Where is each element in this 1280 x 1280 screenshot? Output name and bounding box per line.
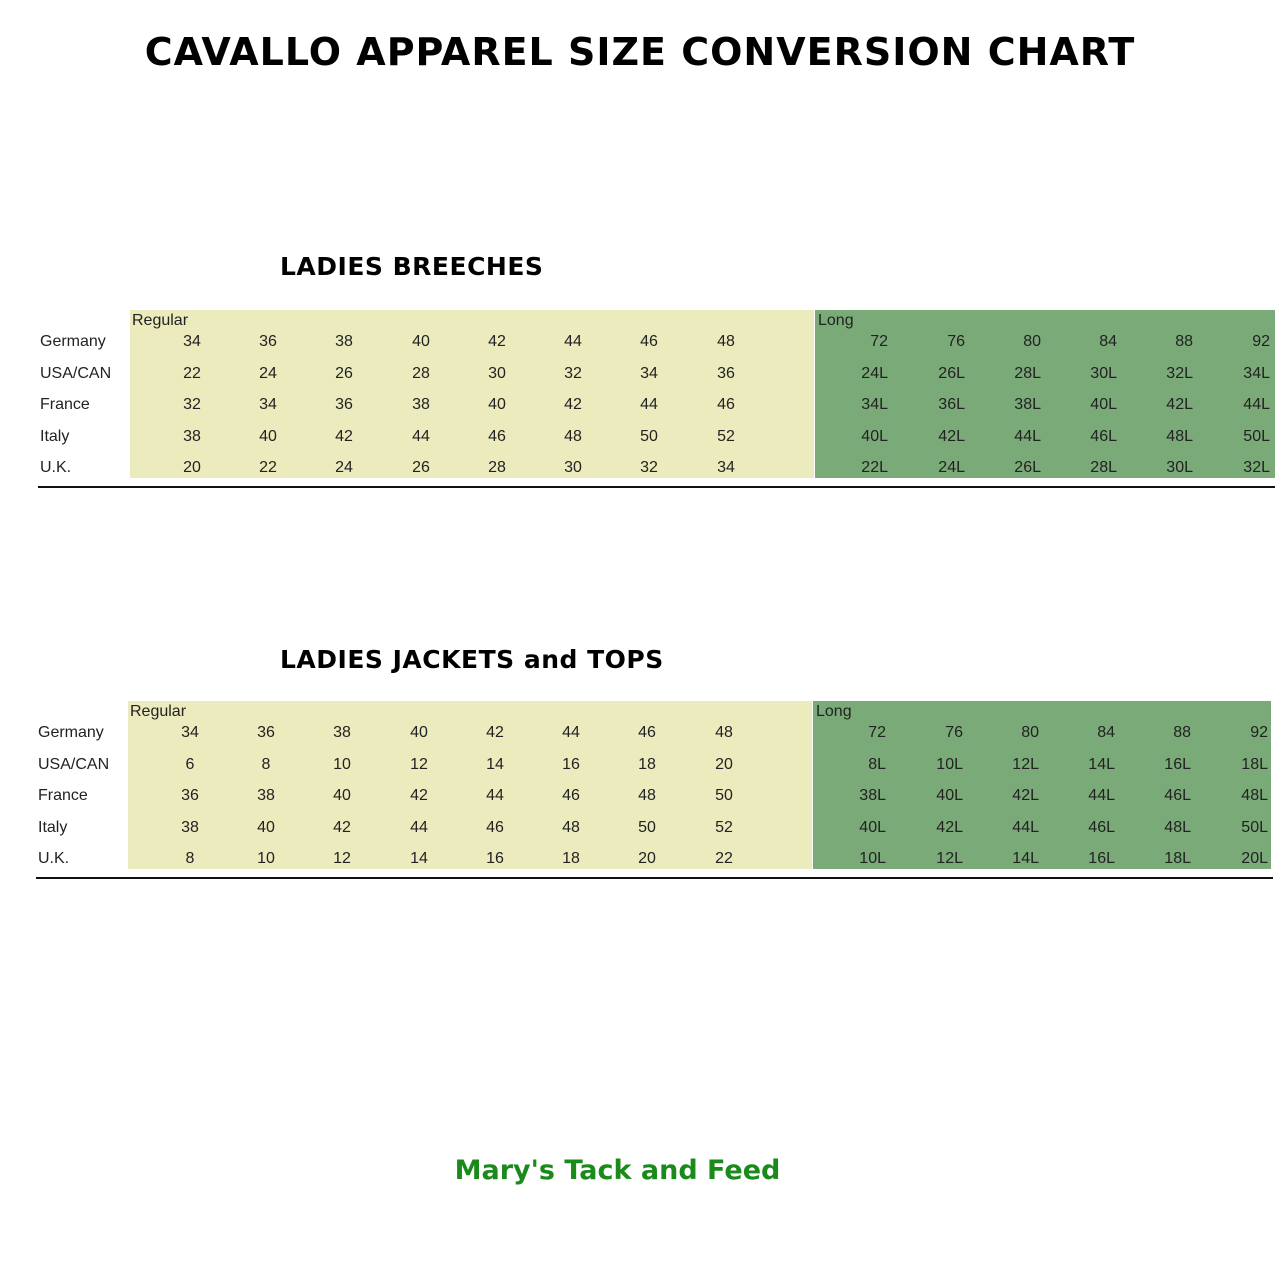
regular-size-cell: 46: [717, 396, 735, 413]
regular-size-cell: 16: [486, 850, 504, 867]
regular-size-cell: 38: [333, 724, 351, 741]
regular-size-cell: 22: [183, 364, 201, 382]
regular-size-cell: 38: [335, 333, 353, 350]
long-size-cell: 10L: [859, 850, 886, 867]
long-size-cell: 46L: [1088, 818, 1115, 836]
long-size-cell: 42L: [1166, 396, 1193, 413]
long-size-cell: 88: [1173, 724, 1191, 741]
country-label: USA/CAN: [38, 755, 110, 773]
regular-size-cell: 44: [564, 333, 582, 350]
regular-size-cell: 24: [259, 364, 277, 382]
store-name-footer: Mary's Tack and Feed: [454, 1155, 781, 1186]
long-size-cell: 14L: [1012, 850, 1039, 867]
long-size-cell: 40L: [859, 818, 886, 836]
table-row: [0, 812, 1280, 843]
long-size-cell: 50L: [1241, 818, 1268, 836]
table-row: [0, 717, 1280, 748]
long-size-cell: 84: [1097, 724, 1115, 741]
long-size-cell: 12L: [936, 850, 963, 867]
regular-size-cell: 36: [257, 724, 275, 741]
long-size-cell: 24L: [938, 459, 965, 476]
long-size-cell: 26L: [1014, 459, 1041, 476]
long-group-label: Long: [816, 703, 852, 720]
regular-size-cell: 14: [486, 755, 504, 773]
long-size-cell: 72: [870, 333, 888, 350]
long-size-cell: 40L: [936, 787, 963, 804]
country-label: Germany: [40, 333, 106, 350]
long-size-cell: 36L: [938, 396, 965, 413]
long-size-cell: 42L: [938, 427, 965, 445]
regular-size-cell: 48: [715, 724, 733, 741]
regular-size-cell: 42: [410, 787, 428, 804]
long-size-cell: 44L: [1012, 818, 1039, 836]
table-row: [0, 843, 1280, 874]
regular-size-cell: 46: [638, 724, 656, 741]
regular-size-cell: 18: [638, 755, 656, 773]
country-label: U.K.: [40, 459, 72, 476]
long-size-cell: 12L: [1012, 755, 1039, 773]
regular-size-cell: 12: [410, 755, 428, 773]
table-bottom-rule: [36, 877, 1273, 879]
regular-size-cell: 32: [640, 459, 658, 476]
long-size-cell: 18L: [1164, 850, 1191, 867]
long-size-cell: 38L: [1014, 396, 1041, 413]
regular-size-cell: 32: [564, 364, 582, 382]
regular-size-cell: 34: [259, 396, 277, 413]
regular-size-cell: 28: [488, 459, 506, 476]
long-size-cell: 26L: [938, 364, 965, 382]
regular-size-cell: 48: [562, 818, 580, 836]
long-size-cell: 92: [1250, 724, 1268, 741]
long-size-cell: 48L: [1164, 818, 1191, 836]
regular-size-cell: 34: [640, 364, 658, 382]
long-size-cell: 48L: [1241, 787, 1268, 804]
regular-size-cell: 46: [488, 427, 506, 445]
long-size-cell: 18L: [1241, 755, 1268, 773]
regular-size-cell: 42: [333, 818, 351, 836]
regular-group-label: Regular: [132, 312, 189, 329]
long-size-cell: 24L: [861, 364, 888, 382]
long-size-cell: 80: [1021, 724, 1039, 741]
page-title: CAVALLO APPAREL SIZE CONVERSION CHART: [144, 30, 1136, 74]
regular-size-cell: 40: [257, 818, 275, 836]
long-size-cell: 32L: [1243, 459, 1270, 476]
regular-size-cell: 6: [185, 755, 195, 773]
long-size-cell: 14L: [1088, 755, 1115, 773]
table-row: [0, 452, 1280, 483]
long-size-cell: 38L: [859, 787, 886, 804]
regular-size-cell: 24: [335, 459, 353, 476]
regular-size-cell: 22: [715, 850, 733, 867]
regular-size-cell: 34: [181, 724, 199, 741]
long-size-cell: 28L: [1014, 364, 1041, 382]
long-size-cell: 20L: [1241, 850, 1268, 867]
jackets-tops-size-table: [0, 701, 1280, 881]
table-row: [0, 749, 1280, 780]
long-size-cell: 40L: [1090, 396, 1117, 413]
long-size-cell: 30L: [1090, 364, 1117, 382]
regular-size-cell: 22: [259, 459, 277, 476]
regular-size-cell: 52: [717, 427, 735, 445]
regular-size-cell: 38: [183, 427, 201, 445]
table-row: [0, 358, 1280, 389]
long-size-cell: 16L: [1164, 755, 1191, 773]
regular-size-cell: 20: [638, 850, 656, 867]
regular-size-cell: 8: [261, 755, 271, 773]
section-title-breeches: LADIES BREECHES: [280, 252, 544, 281]
regular-size-cell: 48: [638, 787, 656, 804]
long-size-cell: 34L: [1243, 364, 1270, 382]
regular-size-cell: 8: [185, 850, 195, 867]
long-size-cell: 42L: [1012, 787, 1039, 804]
long-size-cell: 16L: [1088, 850, 1115, 867]
regular-size-cell: 26: [335, 364, 353, 382]
regular-size-cell: 44: [410, 818, 428, 836]
regular-size-cell: 42: [335, 427, 353, 445]
long-size-cell: 84: [1099, 333, 1117, 350]
regular-size-cell: 18: [562, 850, 580, 867]
regular-size-cell: 50: [640, 427, 658, 445]
regular-size-cell: 46: [562, 787, 580, 804]
regular-size-cell: 32: [183, 396, 201, 413]
section-title-jackets-tops: LADIES JACKETS and TOPS: [280, 645, 664, 674]
regular-size-cell: 30: [564, 459, 582, 476]
country-label: USA/CAN: [40, 364, 112, 382]
regular-size-cell: 50: [715, 787, 733, 804]
regular-size-cell: 34: [183, 333, 201, 350]
regular-size-cell: 28: [412, 364, 430, 382]
breeches-size-table: [0, 310, 1280, 490]
country-label: Italy: [40, 427, 70, 445]
long-size-cell: 92: [1252, 333, 1270, 350]
regular-size-cell: 44: [562, 724, 580, 741]
long-size-cell: 44L: [1243, 396, 1270, 413]
table-bottom-rule: [38, 486, 1275, 488]
regular-size-cell: 12: [333, 850, 351, 867]
long-size-cell: 42L: [936, 818, 963, 836]
long-size-cell: 88: [1175, 333, 1193, 350]
regular-size-cell: 38: [181, 818, 199, 836]
regular-size-cell: 46: [640, 333, 658, 350]
long-size-cell: 32L: [1166, 364, 1193, 382]
long-size-cell: 48L: [1166, 427, 1193, 445]
table-row: [0, 326, 1280, 357]
regular-size-cell: 50: [638, 818, 656, 836]
long-size-cell: 72: [868, 724, 886, 741]
long-size-cell: 76: [947, 333, 965, 350]
regular-size-cell: 20: [715, 755, 733, 773]
long-size-cell: 46L: [1090, 427, 1117, 445]
regular-size-cell: 40: [488, 396, 506, 413]
regular-size-cell: 34: [717, 459, 735, 476]
regular-size-cell: 42: [564, 396, 582, 413]
regular-size-cell: 44: [412, 427, 430, 445]
regular-size-cell: 20: [183, 459, 201, 476]
table-row: [0, 421, 1280, 452]
regular-group-label: Regular: [130, 703, 187, 720]
regular-size-cell: 42: [486, 724, 504, 741]
regular-size-cell: 14: [410, 850, 428, 867]
regular-size-cell: 36: [335, 396, 353, 413]
long-size-cell: 76: [945, 724, 963, 741]
regular-size-cell: 10: [333, 755, 351, 773]
long-size-cell: 40L: [861, 427, 888, 445]
long-size-cell: 28L: [1090, 459, 1117, 476]
long-size-cell: 34L: [861, 396, 888, 413]
regular-size-cell: 46: [486, 818, 504, 836]
long-size-cell: 30L: [1166, 459, 1193, 476]
regular-size-cell: 52: [715, 818, 733, 836]
regular-size-cell: 26: [412, 459, 430, 476]
long-size-cell: 44L: [1014, 427, 1041, 445]
long-size-cell: 22L: [861, 459, 888, 476]
regular-size-cell: 44: [640, 396, 658, 413]
country-label: U.K.: [38, 850, 70, 867]
table-row: [0, 780, 1280, 811]
long-size-cell: 44L: [1088, 787, 1115, 804]
country-label: Germany: [38, 724, 104, 741]
long-size-cell: 8L: [868, 755, 886, 773]
regular-size-cell: 38: [257, 787, 275, 804]
country-label: France: [40, 396, 90, 413]
regular-size-cell: 38: [412, 396, 430, 413]
long-group-label: Long: [818, 312, 854, 329]
regular-size-cell: 10: [257, 850, 275, 867]
regular-size-cell: 36: [259, 333, 277, 350]
regular-size-cell: 16: [562, 755, 580, 773]
regular-size-cell: 42: [488, 333, 506, 350]
country-label: France: [38, 787, 88, 804]
long-size-cell: 46L: [1164, 787, 1191, 804]
long-size-cell: 80: [1023, 333, 1041, 350]
regular-size-cell: 44: [486, 787, 504, 804]
regular-size-cell: 48: [564, 427, 582, 445]
regular-size-cell: 36: [717, 364, 735, 382]
regular-size-cell: 40: [333, 787, 351, 804]
regular-size-cell: 30: [488, 364, 506, 382]
country-label: Italy: [38, 818, 68, 836]
table-row: [0, 389, 1280, 420]
long-size-cell: 50L: [1243, 427, 1270, 445]
regular-size-cell: 40: [412, 333, 430, 350]
regular-size-cell: 48: [717, 333, 735, 350]
long-size-cell: 10L: [936, 755, 963, 773]
regular-size-cell: 40: [410, 724, 428, 741]
regular-size-cell: 36: [181, 787, 199, 804]
regular-size-cell: 40: [259, 427, 277, 445]
